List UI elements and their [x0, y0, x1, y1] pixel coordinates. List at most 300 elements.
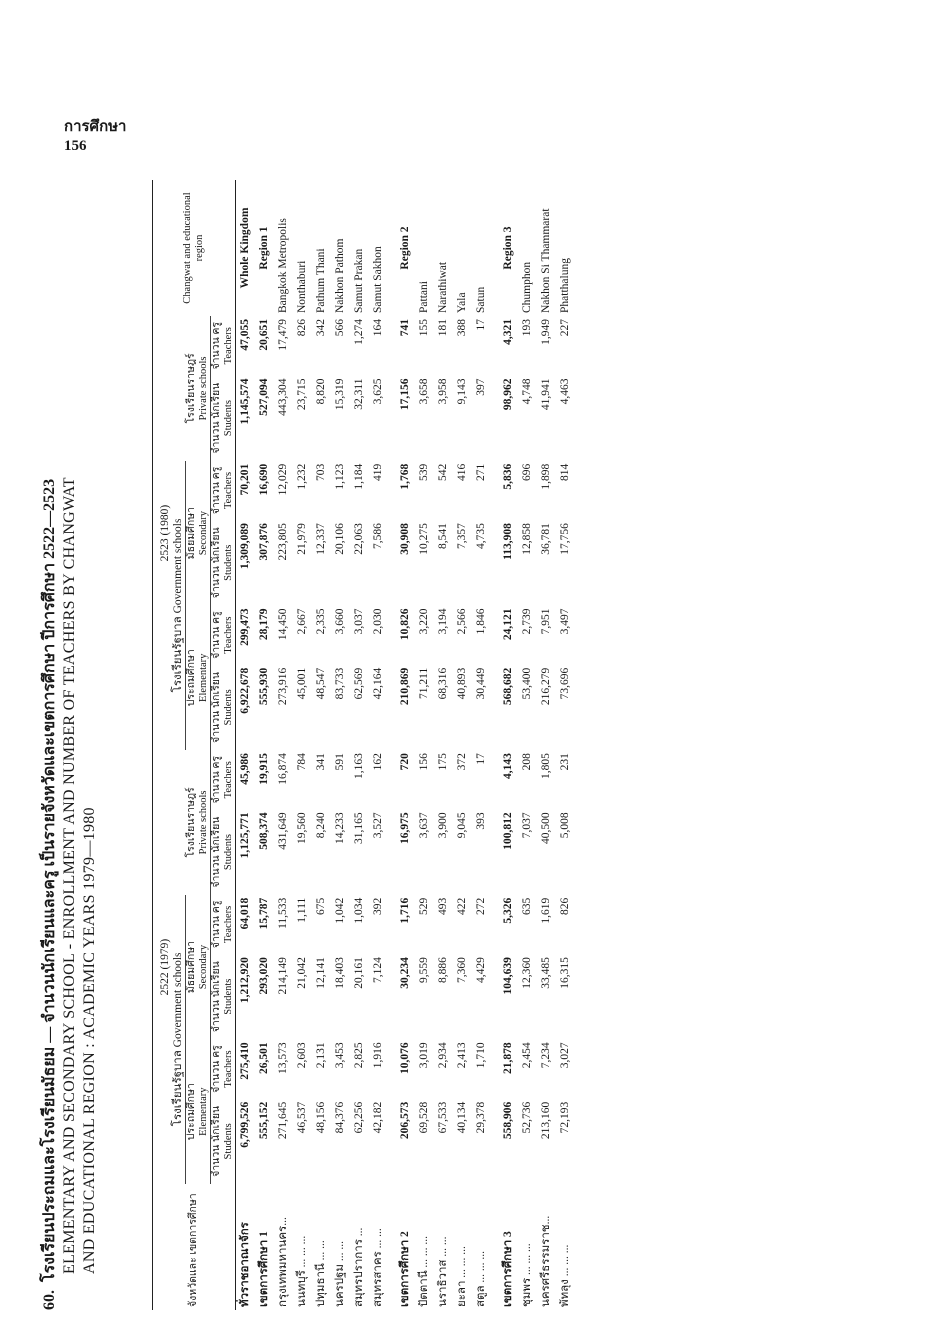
table-cell: 83,733 [334, 667, 346, 700]
header-students [211, 954, 236, 1039]
table-row [518, 180, 537, 1310]
table-row [293, 180, 312, 1310]
table-cell: 1,111 [296, 897, 308, 923]
table-cell: 3,625 [372, 378, 384, 405]
table-cell: 113,908 [502, 523, 514, 560]
table-cell: 2,030 [372, 608, 384, 635]
table-row [255, 180, 274, 1310]
table-row [369, 180, 388, 1310]
table-cell: 508,374 [258, 812, 270, 850]
table-cell: 175 [437, 753, 449, 771]
table-cell: 1,184 [353, 463, 365, 490]
table-cell: 42,164 [372, 667, 384, 700]
table-cell: 3,027 [559, 1042, 571, 1069]
table-cell: 416 [456, 463, 468, 482]
table-cell: 7,037 [521, 812, 533, 839]
table-cell: 1,898 [540, 463, 552, 490]
table-cell: 814 [559, 463, 571, 482]
row-label-thai: สมุทรสาคร ... ... [372, 1228, 384, 1307]
header-sec-1980: มัธยมศึกษา Secondary [186, 461, 211, 606]
table-cell: 7,234 [540, 1042, 552, 1069]
row-label-en: Narathiwat [437, 261, 449, 313]
page-number: 156 [64, 138, 87, 154]
header-teachers-en: Teachers [223, 905, 234, 943]
table-cell: 17,156 [399, 378, 411, 411]
header-teachers-thai: จำนวน ครู [211, 321, 222, 370]
table-row [415, 180, 434, 1310]
header-region-en: Changwat and educational region [153, 180, 236, 316]
table-cell: 36,781 [540, 523, 552, 555]
table-cell: 720 [399, 753, 411, 771]
table-cell: 568,682 [502, 667, 514, 706]
table-row [434, 180, 453, 1310]
table-cell: 48,156 [315, 1101, 327, 1134]
table-cell: 31,165 [353, 812, 365, 845]
table-cell: 19,560 [296, 812, 308, 845]
table-cell: 17,756 [559, 523, 571, 555]
table-cell: 62,569 [353, 667, 365, 700]
row-label-en: Chumphon [521, 261, 533, 313]
table-cell: 72,193 [559, 1101, 571, 1134]
table-cell: 558,906 [502, 1101, 514, 1140]
row-label-thai: ชุมพร ... ... ... [521, 1243, 533, 1307]
table-cell: 30,908 [399, 523, 411, 555]
table-cell: 216,279 [540, 667, 552, 706]
table-cell: 529 [418, 897, 430, 915]
table-cell: 8,886 [437, 957, 449, 983]
table-cell: 155 [418, 319, 430, 337]
table-cell: 10,076 [399, 1042, 411, 1074]
table-cell: 67,533 [437, 1101, 449, 1134]
table-cell: 9,143 [456, 378, 468, 405]
header-students-en: Students [223, 978, 234, 1015]
row-label-thai: กรุงเทพมหานคร... [277, 1217, 289, 1307]
table-cell: 17 [475, 753, 487, 765]
table-row [537, 180, 556, 1310]
table-cell: 1,309,089 [239, 523, 251, 570]
header-teachers-thai: จำนวน ครู [211, 466, 222, 515]
table-cell: 703 [315, 463, 327, 482]
table-cell: 20,651 [258, 319, 270, 351]
row-label-thai: นครปฐม ... ... [334, 1241, 346, 1307]
table-cell: 2,739 [521, 608, 533, 635]
table-cell: 15,787 [258, 897, 270, 930]
table-cell: 443,304 [277, 378, 289, 416]
row-label-thai: ปทุมธานี ... ... [315, 1240, 327, 1307]
table-cell: 2,667 [296, 608, 308, 635]
table-cell: 393 [475, 812, 487, 830]
table-cell: 53,400 [521, 667, 533, 700]
header-teachers [211, 605, 236, 664]
table-cell: 214,149 [277, 957, 289, 995]
table-cell: 1,716 [399, 897, 411, 924]
table-cell: 7,124 [372, 957, 384, 983]
header-teachers-en: Teachers [223, 616, 234, 654]
row-label-en: Bangkok Metropolis [277, 218, 289, 313]
table-cell: 47,055 [239, 319, 251, 351]
table-row [556, 180, 575, 1310]
table-cell: 9,045 [456, 812, 468, 839]
table-cell: 696 [521, 463, 533, 482]
title-thai: โรงเรียนประถมและโรงเรียนมัธยม — จำนวนนักเรียนและครู เป็นรายจังหวัดและเขตการศึกษา ปีการศึกษา 2522—2523 [41, 478, 58, 1282]
table-cell: 164 [372, 319, 384, 337]
table-cell: 388 [456, 319, 468, 337]
table-cell: 341 [315, 753, 327, 771]
table-cell: 100,812 [502, 812, 514, 850]
table-cell: 7,951 [540, 608, 552, 635]
table-cell: 21,979 [296, 523, 308, 555]
table-cell: 422 [456, 897, 468, 915]
table-cell: 431,649 [277, 812, 289, 850]
subheader-row [211, 180, 236, 1310]
table-cell: 2,934 [437, 1042, 449, 1069]
table-cell: 45,001 [296, 667, 308, 700]
table-cell: 16,874 [277, 753, 289, 785]
row-label-thai: ปัตตานี ... ... ... [418, 1235, 430, 1307]
table-cell: 1,805 [540, 753, 552, 779]
table-cell: 555,152 [258, 1101, 270, 1140]
table-cell: 1,232 [296, 463, 308, 490]
table-cell: 213,160 [540, 1101, 552, 1140]
row-label-thai: นครศรีธรรมราช... [540, 1215, 552, 1307]
table-cell: 17 [475, 319, 487, 331]
table-cell: 1,125,771 [239, 812, 251, 859]
table-cell: 22,063 [353, 523, 365, 555]
header-gov-1980: โรงเรียนรัฐบาล Government schools [172, 461, 186, 750]
table-cell: 635 [521, 897, 533, 915]
header-students-thai: จำนวน นักเรียน [211, 671, 222, 743]
table-cell: 4,735 [475, 523, 487, 550]
table-cell: 4,143 [502, 753, 514, 779]
row-label-en: Nakhon Pathom [334, 238, 346, 313]
table-cell: 16,975 [399, 812, 411, 845]
table-cell: 8,820 [315, 378, 327, 405]
header-elem-1979: ประถมศึกษา Elementary [186, 1039, 211, 1184]
table-cell: 10,275 [418, 523, 430, 555]
table-cell: 9,559 [418, 957, 430, 983]
table-cell: 397 [475, 378, 487, 396]
header-elem-1980: ประถมศึกษา Elementary [186, 605, 211, 750]
table-cell: 8,541 [437, 523, 449, 550]
table-cell: 1,710 [475, 1042, 487, 1069]
table-cell: 4,429 [475, 957, 487, 983]
table-cell: 542 [437, 463, 449, 482]
title-english-2: AND EDUCATIONAL REGION : ACADEMIC YEARS 1979—1980 [81, 807, 98, 1274]
table-cell: 12,858 [521, 523, 533, 555]
row-label-en: Yala [456, 292, 468, 313]
table-cell: 12,337 [315, 523, 327, 555]
table-cell: 20,161 [353, 957, 365, 989]
table-cell: 1,949 [540, 319, 552, 345]
header-students-en: Students [223, 544, 234, 581]
table-cell: 2,825 [353, 1042, 365, 1069]
table-cell: 23,715 [296, 378, 308, 411]
table-cell: 69,528 [418, 1101, 430, 1134]
table-cell: 64,018 [239, 897, 251, 930]
table-cell: 555,930 [258, 667, 270, 706]
table-cell: 208 [521, 753, 533, 771]
header-teachers-thai: จำนวน ครู [211, 611, 222, 659]
table-cell: 3,220 [418, 608, 430, 635]
table-cell: 70,201 [239, 463, 251, 496]
header-students-thai: จำนวน นักเรียน [211, 527, 222, 599]
table-number: 60. [41, 1290, 58, 1310]
row-label-en: Pathum Thani [315, 248, 327, 313]
row-label-en: Samut Sakhon [372, 246, 384, 313]
table-cell: 3,658 [418, 378, 430, 405]
rotated-content [40, 180, 880, 1310]
table-cell: 15,319 [334, 378, 346, 411]
table-cell: 30,449 [475, 667, 487, 700]
table-cell: 1,274 [353, 319, 365, 345]
header-gov-1979: โรงเรียนรัฐบาล Government schools [172, 895, 186, 1184]
table-cell: 419 [372, 463, 384, 482]
table-cell: 3,637 [418, 812, 430, 839]
table-cell: 46,537 [296, 1101, 308, 1134]
header-teachers-thai: จำนวน ครู [211, 900, 222, 949]
table-cell: 293,020 [258, 957, 270, 995]
table-cell: 84,376 [334, 1101, 346, 1134]
table-cell: 3,019 [418, 1042, 430, 1069]
header-students-en: Students [223, 400, 234, 437]
table-cell: 29,378 [475, 1101, 487, 1134]
header-teachers [211, 461, 236, 520]
table-cell: 62,256 [353, 1101, 365, 1134]
table-cell: 223,805 [277, 523, 289, 561]
row-label-thai: นนทบุรี ... ... ... [296, 1235, 308, 1307]
header-teachers-en: Teachers [223, 1050, 234, 1088]
row-label-en: Whole Kingdom [239, 207, 251, 289]
table-cell: 24,121 [502, 608, 514, 641]
header-students-en: Students [223, 833, 234, 871]
table-cell: 6,922,678 [239, 667, 251, 714]
table-cell: 181 [437, 319, 449, 337]
table-cell: 3,194 [437, 608, 449, 635]
header-teachers [211, 895, 236, 954]
table-cell: 3,037 [353, 608, 365, 635]
table-cell: 48,547 [315, 667, 327, 700]
header-teachers [211, 750, 236, 809]
enrollment-table [152, 180, 575, 1310]
header-students [211, 376, 236, 461]
table-cell: 12,360 [521, 957, 533, 989]
row-label-en: Region 3 [502, 226, 514, 270]
table-cell: 7,360 [456, 957, 468, 983]
table-cell: 98,962 [502, 378, 514, 411]
table-cell: 26,501 [258, 1042, 270, 1074]
table-cell: 14,233 [334, 812, 346, 845]
table-cell: 342 [315, 319, 327, 337]
table-cell: 18,403 [334, 957, 346, 989]
row-label-thai: นราธิวาส ... ... [437, 1236, 449, 1307]
table-cell: 7,586 [372, 523, 384, 550]
table-cell: 2,413 [456, 1042, 468, 1069]
header-students [211, 520, 236, 605]
table-cell: 493 [437, 897, 449, 915]
table-cell: 52,736 [521, 1101, 533, 1134]
table-cell: 162 [372, 753, 384, 771]
table-cell: 2,566 [456, 608, 468, 635]
table-cell: 1,916 [372, 1042, 384, 1069]
table-cell: 19,915 [258, 753, 270, 785]
table-row [350, 180, 369, 1310]
header-students-thai: จำนวน นักเรียน [211, 961, 222, 1033]
table-cell: 68,316 [437, 667, 449, 700]
table-cell: 4,463 [559, 378, 571, 405]
table-cell: 21,042 [296, 957, 308, 989]
header-teachers [211, 1039, 236, 1098]
table-cell: 392 [372, 897, 384, 915]
table-cell: 156 [418, 753, 430, 771]
table-cell: 299,473 [239, 608, 251, 646]
table-cell: 826 [296, 319, 308, 337]
header-priv-1979: โรงเรียนราษฎร์ Private schools [172, 750, 211, 895]
row-label-thai: เขตการศึกษา 2 [399, 1231, 411, 1307]
table-cell: 1,619 [540, 897, 552, 924]
table-cell: 17,479 [277, 319, 289, 351]
table-cell: 16,315 [559, 957, 571, 989]
table-cell: 5,836 [502, 463, 514, 490]
header-sec-1979: มัธยมศึกษา Secondary [186, 895, 211, 1040]
header-students-thai: จำนวน นักเรียน [211, 816, 222, 888]
table-row [472, 180, 491, 1310]
row-label-thai: สตูล ... ... ... [475, 1250, 487, 1307]
table-cell: 3,497 [559, 608, 571, 635]
header-teachers [211, 316, 236, 376]
table-cell: 4,321 [502, 319, 514, 345]
row-label-en: Samut Prakan [353, 248, 365, 313]
table-cell: 14,450 [277, 608, 289, 641]
table-cell: 193 [521, 319, 533, 337]
table-cell: 1,034 [353, 897, 365, 924]
row-label-thai: ยะลา ... ... ... [456, 1246, 468, 1307]
table-cell: 784 [296, 753, 308, 771]
table-cell: 539 [418, 463, 430, 482]
header-students-thai: จำนวน นักเรียน [211, 1105, 222, 1177]
row-label-thai: พัทลุง ... ... ... [559, 1244, 571, 1307]
table-cell: 206,573 [399, 1101, 411, 1140]
table-cell: 741 [399, 319, 411, 337]
table-cell: 272 [475, 897, 487, 915]
row-label-en: Phatthalung [559, 258, 571, 313]
table-cell: 2,131 [315, 1042, 327, 1069]
table-cell: 1,145,574 [239, 378, 251, 425]
table-cell: 20,106 [334, 523, 346, 555]
header-teachers-thai: จำนวน ครู [211, 1045, 222, 1093]
row-label-thai: สมุทรปราการ ... [353, 1227, 365, 1307]
row-label-en: Pattani [418, 281, 430, 313]
header-year-1980: 2523 (1980) [159, 504, 171, 562]
row-label-en: Region 1 [258, 226, 270, 270]
table-cell: 71,211 [418, 667, 430, 699]
table-title [40, 180, 100, 1310]
table-row [453, 180, 472, 1310]
table-cell: 275,410 [239, 1042, 251, 1080]
table-cell: 7,357 [456, 523, 468, 550]
table-cell: 4,748 [521, 378, 533, 405]
header-students [211, 665, 236, 750]
table-cell: 1,123 [334, 463, 346, 490]
table-cell: 42,182 [372, 1101, 384, 1134]
row-label-thai: เขตการศึกษา 1 [258, 1231, 270, 1307]
table-cell: 6,799,526 [239, 1101, 251, 1148]
row-label-en: Nakhon Si Thammarat [540, 208, 552, 313]
header-students [211, 809, 236, 894]
table-cell: 2,454 [521, 1042, 533, 1069]
table-cell: 12,141 [315, 957, 327, 989]
table-cell: 566 [334, 319, 346, 337]
table-cell: 591 [334, 753, 346, 771]
table-cell: 271 [475, 463, 487, 482]
table-row [491, 180, 518, 1310]
table-cell: 3,527 [372, 812, 384, 839]
table-cell: 41,941 [540, 378, 552, 411]
table-cell: 11,533 [277, 897, 289, 929]
table-cell: 307,876 [258, 523, 270, 561]
header-students [211, 1099, 236, 1184]
table-cell: 40,893 [456, 667, 468, 700]
header-year-1979: 2522 (1979) [159, 938, 171, 996]
table-cell: 28,179 [258, 608, 270, 641]
row-label-thai: ทั่วราชอาณาจักร [239, 1222, 251, 1307]
table-cell: 675 [315, 897, 327, 915]
header-teachers-en: Teachers [223, 471, 234, 510]
table-cell: 13,573 [277, 1042, 289, 1074]
header-teachers-en: Teachers [223, 327, 234, 365]
table-cell: 271,645 [277, 1101, 289, 1140]
table-row [274, 180, 293, 1310]
table-cell: 372 [456, 753, 468, 771]
table-cell: 5,008 [559, 812, 571, 839]
table-cell: 231 [559, 753, 571, 771]
header-region-thai: จังหวัดและ เขตการศึกษา [153, 1184, 236, 1310]
table-cell: 826 [559, 897, 571, 915]
table-cell: 1,768 [399, 463, 411, 490]
table-cell: 3,900 [437, 812, 449, 839]
table-cell: 73,696 [559, 667, 571, 700]
table-cell: 16,690 [258, 463, 270, 496]
table-cell: 210,869 [399, 667, 411, 706]
table-row [331, 180, 350, 1310]
table-cell: 40,134 [456, 1101, 468, 1134]
table-cell: 8,240 [315, 812, 327, 839]
table-cell: 273,916 [277, 667, 289, 706]
table-cell: 21,878 [502, 1042, 514, 1074]
table-cell: 40,500 [540, 812, 552, 845]
table-cell: 227 [559, 319, 571, 337]
table-cell: 33,485 [540, 957, 552, 989]
table-cell: 3,660 [334, 608, 346, 635]
header-teachers-thai: จำนวน ครู [211, 755, 222, 804]
table-cell: 30,234 [399, 957, 411, 989]
table-cell: 1,163 [353, 753, 365, 779]
table-cell: 12,029 [277, 463, 289, 496]
header-students-en: Students [223, 689, 234, 726]
row-label-en: Nonthaburi [296, 260, 308, 313]
table-row [236, 180, 256, 1310]
table-cell: 5,326 [502, 897, 514, 924]
table-cell: 104,639 [502, 957, 514, 995]
table-cell: 1,042 [334, 897, 346, 924]
table-cell: 2,603 [296, 1042, 308, 1069]
row-label-thai: เขตการศึกษา 3 [502, 1231, 514, 1307]
table-row [312, 180, 331, 1310]
table-cell: 45,986 [239, 753, 251, 785]
table-cell: 1,212,920 [239, 957, 251, 1004]
row-label-en: Satun [475, 286, 487, 313]
header-priv-1980: โรงเรียนราษฎร์ Private schools [172, 316, 211, 461]
table-cell: 1,846 [475, 608, 487, 635]
